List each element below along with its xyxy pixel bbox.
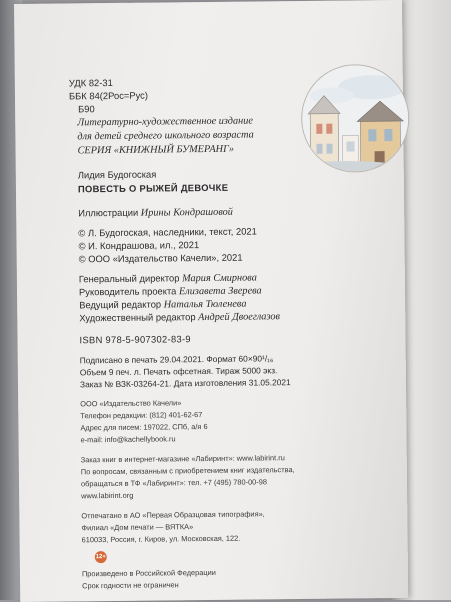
order-line-1: Заказ книг в интернет-магазине «Лабиринт»: www.labirint.ru [80, 453, 285, 465]
house-illustration [301, 64, 410, 173]
isbn: ISBN 978-5-907302-83-9 [79, 333, 191, 346]
order-line-2: По вопросам, связанным с приобретением книг издательства, [80, 465, 295, 477]
author-code: Б90 [78, 103, 95, 115]
staff-row [79, 310, 280, 324]
copyright-1: © Л. Будогоская, наследники, текст, 2021 [78, 225, 257, 239]
author: Лидия Будогоская [77, 168, 157, 181]
staff-row [79, 284, 262, 298]
publisher-address: Адрес для писем: 197022, СПб, а/я 6 [80, 421, 208, 433]
print-info-3: Заказ № ВЗК-03264-21. Дата изготовления 31.05.2021 [79, 377, 291, 390]
print-info-1: Подписано в печать 29.04.2021. Формат 60×90¹/₁₆ [79, 353, 274, 366]
publisher-email: e-mail: info@kachellybook.ru [80, 434, 176, 445]
staff-row [79, 271, 257, 285]
bbk: ББК 84(2Рос=Рус) [68, 89, 149, 102]
publisher-phone: Телефон редакции: (812) 401-62-67 [80, 410, 203, 421]
illustrator-line [78, 206, 233, 220]
staff-role: Ведущий редактор [79, 298, 162, 311]
copyright-3: © ООО «Издательство Качели», 2021 [78, 251, 243, 265]
order-line-3: обращаться в ТФ «Лабиринт»: тел. +7 (495) 780-00-98 [80, 477, 267, 489]
order-line-4: www.labirint.org [81, 490, 134, 501]
book-title: ПОВЕСТЬ О РЫЖЕЙ ДЕВОЧКЕ [77, 181, 229, 195]
udk: УДК 82-31 [68, 76, 113, 89]
illustrations-label: Иллюстрации [78, 206, 139, 219]
footer-shelf-life: Срок годности не ограничен [82, 580, 179, 591]
footer-made-in: Произведено в Российской Федерации [81, 567, 216, 579]
staff-name: Андрей Двоеглазов [198, 311, 280, 324]
edition-line-2: для детей среднего школьного возраста [77, 129, 254, 143]
book-page [14, 0, 408, 602]
staff-role: Руководитель проекта [78, 285, 177, 298]
printed-line-3: 610033, Россия, г. Киров, ул. Московская, 122. [81, 533, 241, 545]
edition-line-1: Литературно-художественное издание [77, 115, 254, 129]
print-info-2: Объем 9 печ. л. Печать офсетная. Тираж 5000 экз. [79, 365, 278, 378]
staff-name: Елизавета Зверева [178, 285, 262, 298]
series-line: СЕРИЯ «КНИЖНЫЙ БУМЕРАНГ» [77, 143, 235, 157]
staff-row [79, 298, 246, 312]
staff-role: Художественный редактор [79, 311, 196, 324]
copyright-2: © И. Кондрашова, ил., 2021 [78, 239, 200, 252]
staff-name: Наталья Тюленева [163, 298, 247, 311]
staff-role: Генеральный директор [78, 272, 180, 285]
publisher-name: ООО «Издательство Качели» [80, 398, 182, 409]
staff-name: Мария Смирнова [182, 272, 257, 285]
illustrator-name: Ирины Кондрашовой [140, 206, 233, 219]
printed-line-2: Филиал «Дом печати — ВЯТКА» [81, 522, 194, 533]
age-rating-icon: 12+ [95, 551, 107, 563]
printed-line-1: Отпечатано в АО «Первая Образцовая типография», [81, 509, 265, 521]
